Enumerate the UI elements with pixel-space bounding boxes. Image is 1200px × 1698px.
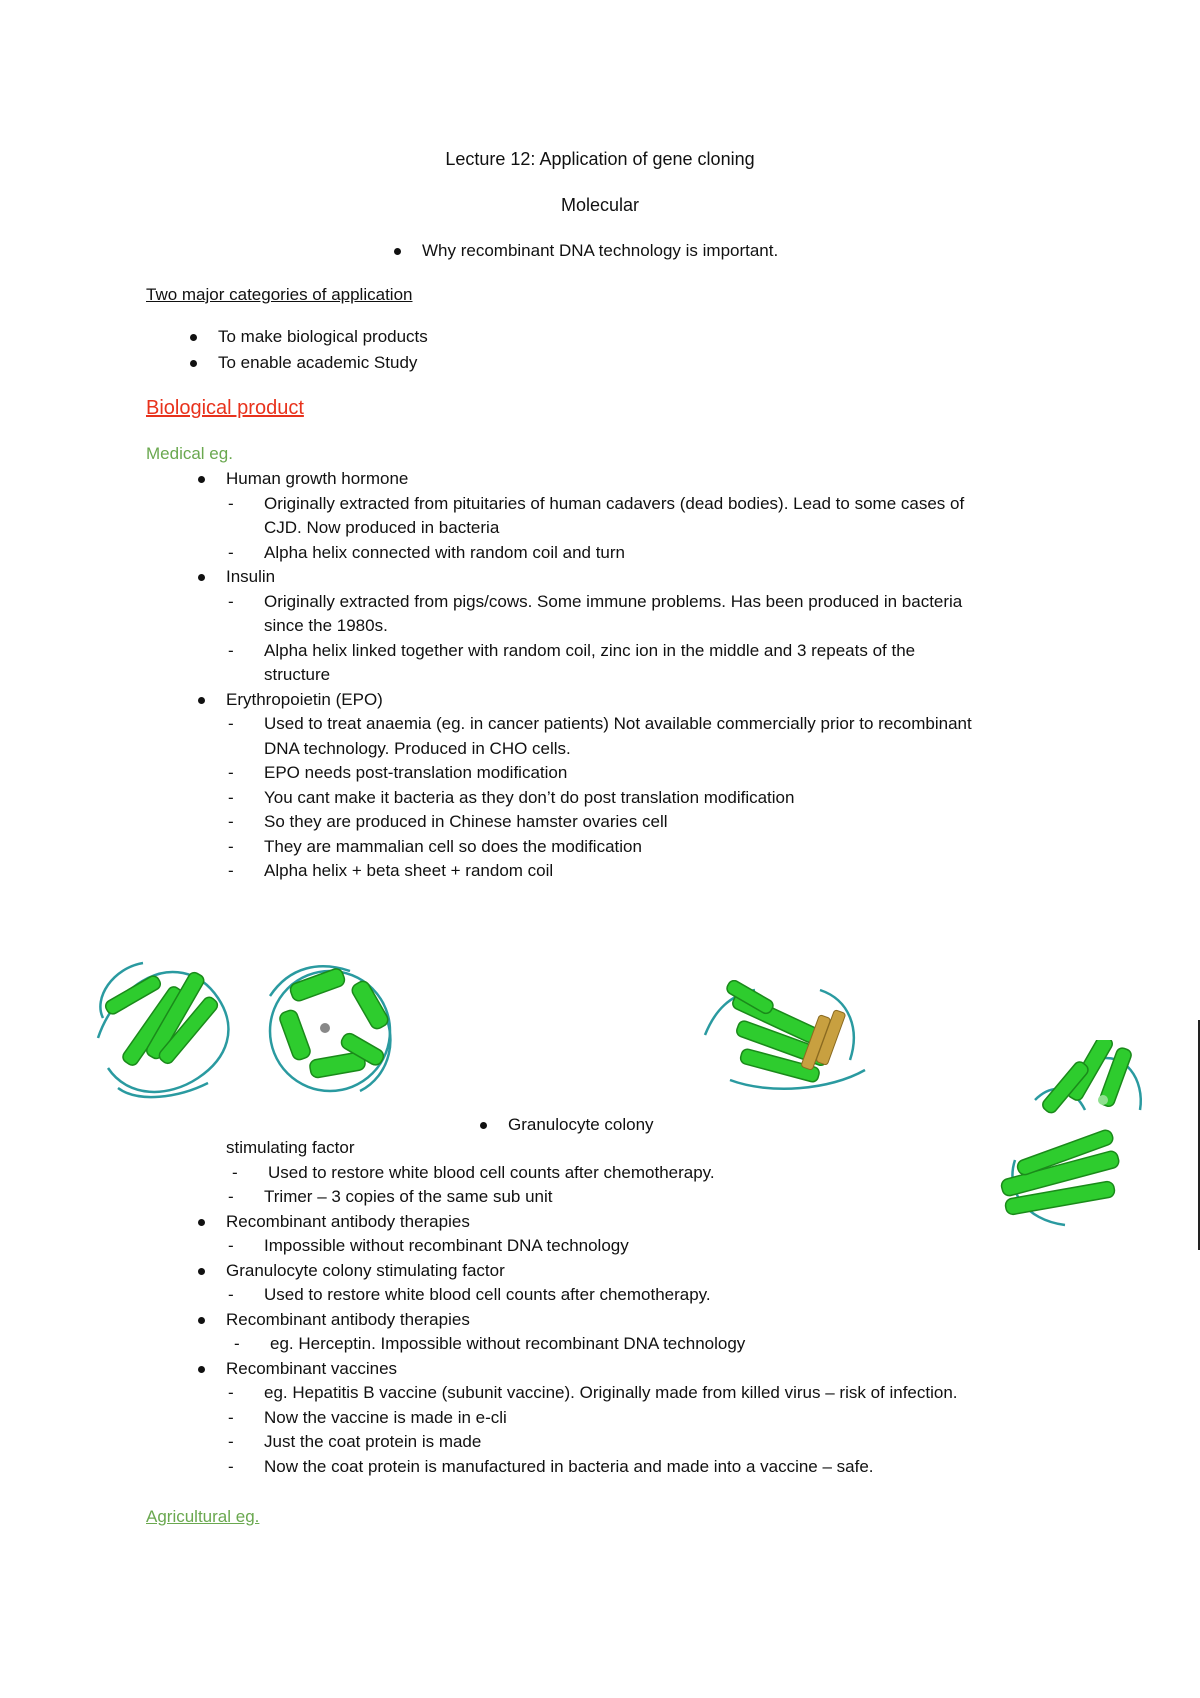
item-antibody-2: Recombinant antibody therapies <box>226 1310 470 1329</box>
gcsf-point: - Used to restore white blood cell counts after chemotherapy. <box>268 1162 715 1184</box>
epo-point-cont: DNA technology. Produced in CHO cells. <box>264 739 571 758</box>
section-agricultural: Agricultural eg. <box>146 1507 260 1526</box>
hgh-protein-structure <box>88 948 238 1108</box>
item-antibody: Recombinant antibody therapies <box>226 1212 470 1231</box>
vaccines-point: - eg. Hepatitis B vaccine (subunit vaccine). Originally made from killed virus – risk of infection. <box>264 1382 958 1404</box>
section-medical: Medical eg. <box>146 444 233 463</box>
insulin-point-cont: structure <box>264 665 331 684</box>
gcsf-protein-structure <box>995 1040 1150 1230</box>
hgh-point: - Alpha helix connected with random coil and turn <box>264 542 625 564</box>
epo-point: - So they are produced in Chinese hamster ovaries cell <box>264 811 668 833</box>
item-gcsf-cont: stimulating factor <box>226 1138 355 1157</box>
page-title: Lecture 12: Application of gene cloning <box>445 149 755 169</box>
epo-point: - They are mammalian cell so does the modification <box>264 836 642 858</box>
category-item: To enable academic Study <box>218 353 418 372</box>
gcsf-2-point: - Used to restore white blood cell counts after chemotherapy. <box>264 1284 711 1306</box>
item-epo: Erythropoietin (EPO) <box>226 690 383 709</box>
epo-point: - EPO needs post-translation modification <box>264 762 567 784</box>
insulin-point-cont: since the 1980s. <box>264 616 388 635</box>
vaccines-point: - Just the coat protein is made <box>264 1431 481 1453</box>
section-biological-product: Biological product <box>146 397 304 419</box>
epo-protein-structure <box>700 980 870 1095</box>
categories-heading: Two major categories of application <box>146 285 413 304</box>
page-subtitle: Molecular <box>560 195 640 215</box>
epo-point: - Alpha helix + beta sheet + random coil <box>264 860 553 882</box>
antibody-point: - Impossible without recombinant DNA technology <box>264 1235 629 1257</box>
item-gcsf: Granulocyte colony <box>508 1115 654 1134</box>
item-vaccines: Recombinant vaccines <box>226 1359 398 1378</box>
hgh-point-cont: CJD. Now produced in bacteria <box>264 518 500 537</box>
category-item: To make biological products <box>218 327 428 346</box>
insulin-point: - Alpha helix linked together with random coil, zinc ion in the middle and 3 repeats of the <box>264 640 915 662</box>
insulin-protein-structure <box>250 956 410 1106</box>
antibody-2-point: - eg. Herceptin. Impossible without recombinant DNA technology <box>270 1333 745 1355</box>
hgh-point: - Originally extracted from pituitaries of human cadavers (dead bodies). Lead to some cases of <box>264 493 964 515</box>
insulin-point: - Originally extracted from pigs/cows. Some immune problems. Has been produced in bacteria <box>264 591 962 613</box>
intro-bullet: Why recombinant DNA technology is important. <box>422 241 779 260</box>
item-hgh: Human growth hormone <box>226 469 409 488</box>
gcsf-point: - Trimer – 3 copies of the same sub unit <box>264 1186 553 1208</box>
item-gcsf-2: Granulocyte colony stimulating factor <box>226 1261 505 1280</box>
vaccines-point: - Now the vaccine is made in e-cli <box>264 1407 507 1429</box>
epo-point: - Used to treat anaemia (eg. in cancer patients) Not available commercially prior to recombinant <box>264 713 972 735</box>
item-insulin: Insulin <box>226 567 276 586</box>
epo-point: - You cant make it bacteria as they don’t do post translation modification <box>264 787 794 809</box>
vaccines-point: - Now the coat protein is manufactured in bacteria and made into a vaccine – safe. <box>264 1456 874 1478</box>
